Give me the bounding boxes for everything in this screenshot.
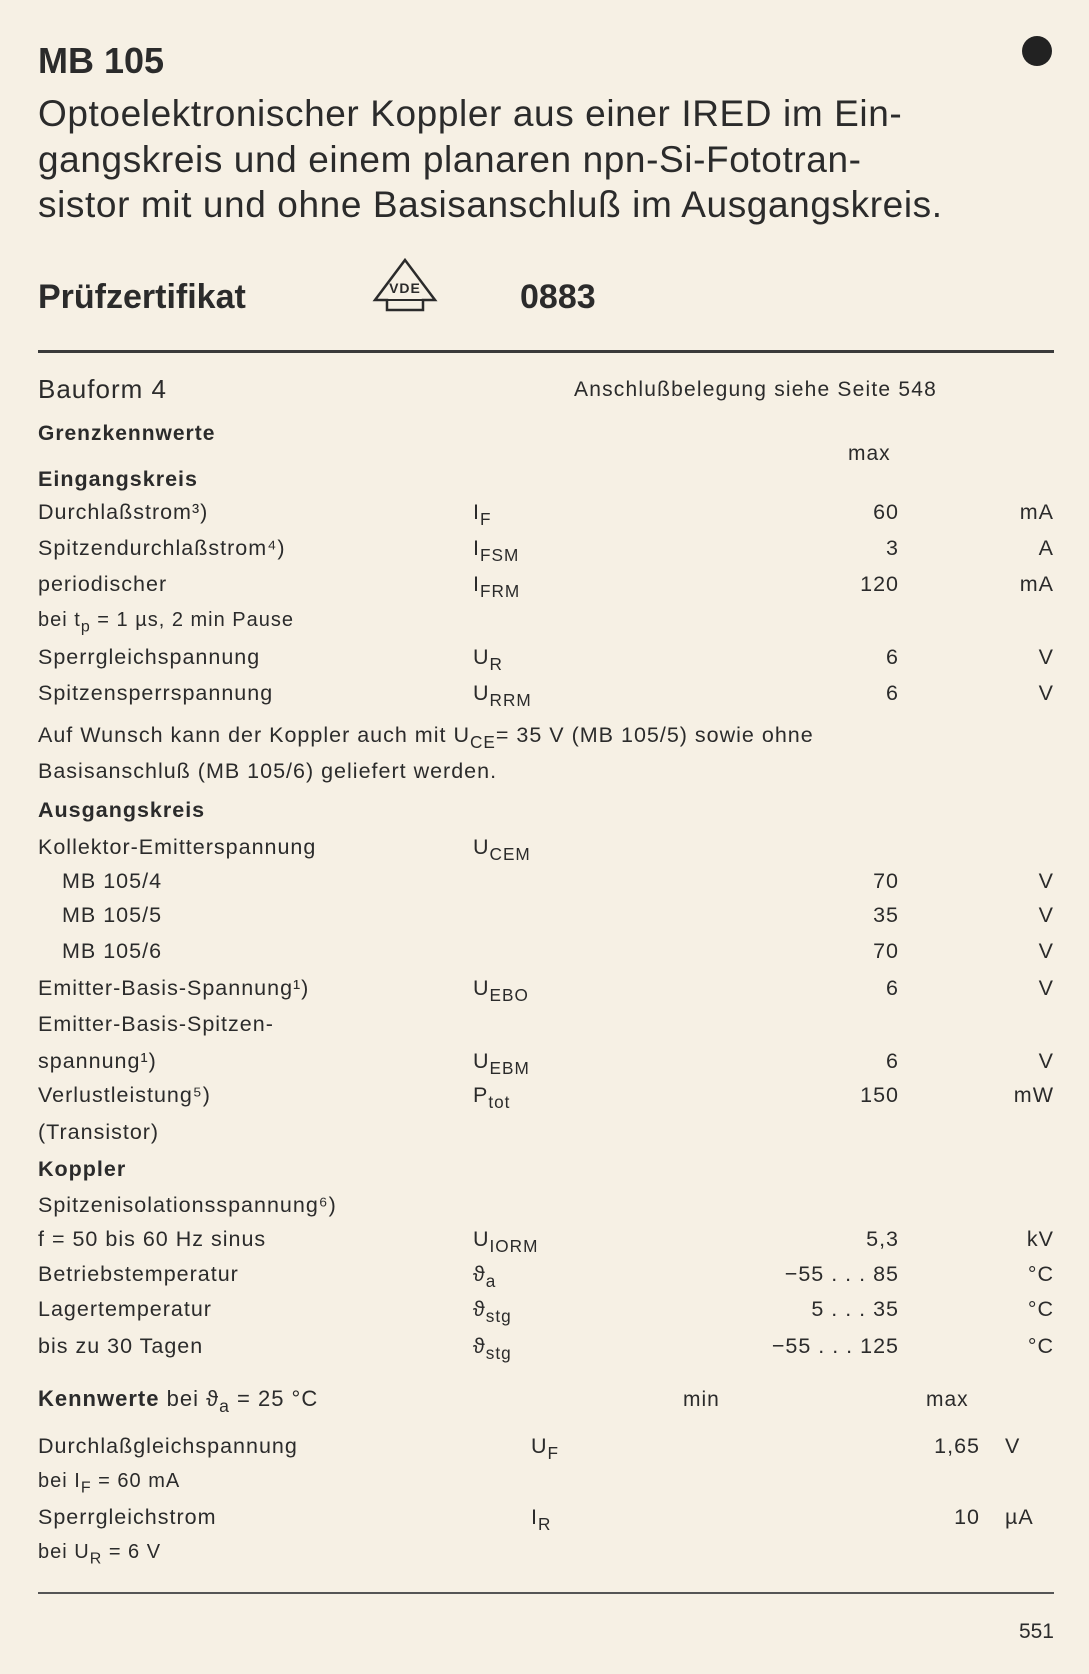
symbol-main: I [473,572,480,596]
symbol-subscript: F [547,1443,560,1464]
row-label-text: Sperrgleichstrom [38,1505,217,1529]
row-label-text: Eingangskreis [38,467,198,491]
row-label-text: periodischer [38,572,168,596]
symbol-main: ϑ [473,1297,486,1321]
symbol [473,1297,512,1327]
table-row [0,1227,1089,1257]
row-label-text: MB 105/5 [62,903,163,927]
symbol-main: I [473,500,480,524]
characteristics-heading-tail: = 25 °C [229,1386,319,1411]
row-label [38,1120,159,1145]
table-row [0,1470,1089,1500]
symbol [473,645,503,675]
page-number: 551 [1018,1620,1054,1643]
top-divider [38,350,1054,353]
table-row [0,1434,1089,1464]
unit: A [1038,536,1054,560]
unit: V [1038,681,1054,705]
symbol-subscript: stg [485,1306,512,1327]
symbol-main: U [473,1227,490,1251]
row-label [38,1334,203,1359]
row-label [62,903,162,928]
table-row [0,645,1089,675]
unit: mW [1013,1083,1054,1107]
unit: µA [1005,1505,1034,1529]
unit: mA [1019,572,1054,596]
value: 6 [886,976,899,1000]
symbol-main: I [473,536,480,560]
symbol-main: U [531,1434,548,1458]
marker-dot-icon [1022,36,1052,66]
row-label [38,759,497,784]
symbol [473,1334,512,1364]
row-label [38,1157,126,1182]
symbol-subscript: F [479,509,492,530]
characteristics-min-header: min [683,1388,720,1411]
symbol-subscript: CEM [489,844,531,865]
row-label-subscript: R [89,1550,103,1568]
unit: V [1038,869,1054,893]
symbol [473,681,532,711]
row-label-subscript: CE [469,732,496,753]
value: 6 [886,681,899,705]
table-row [0,1505,1089,1535]
row-label [38,681,273,706]
row-label-text: MB 105/6 [62,939,163,963]
characteristics-heading-bold: Kennwerte [38,1386,160,1411]
max-value: 1,65 [934,1434,980,1458]
symbol [473,1083,510,1113]
symbol [473,536,519,566]
symbol-subscript: a [485,1271,497,1292]
unit: °C [1027,1334,1054,1358]
symbol-subscript: R [489,654,503,675]
symbol-subscript: EBO [489,985,529,1006]
row-label-text: Emitter-Basis-Spannung¹) [38,976,310,1000]
table-row [0,798,1089,828]
certificate-number: 0883 [520,278,596,316]
value: 70 [873,939,899,963]
value: 70 [873,869,899,893]
characteristics-heading-sub: a [219,1396,230,1417]
row-label [38,1470,180,1498]
row-label-text: Betriebstemperatur [38,1262,239,1286]
symbol [531,1434,559,1464]
table-row [0,1157,1089,1187]
row-label-text: Koppler [38,1157,127,1181]
value: −55 . . . 125 [771,1334,899,1358]
row-label [38,1505,217,1530]
row-label [38,1193,337,1218]
row-label [38,467,198,492]
row-label [38,1541,161,1569]
table-row [0,572,1089,602]
symbol-subscript: FRM [479,581,521,602]
row-label [38,976,309,1001]
value: −55 . . . 85 [784,1262,899,1286]
package-type: Bauform 4 [38,374,167,404]
row-label [38,645,260,670]
bottom-divider [38,1592,1054,1594]
characteristics-heading [38,1386,318,1417]
row-label-rest: = 60 mA [91,1470,181,1492]
limits-max-header: max [848,442,891,465]
unit: °C [1027,1262,1054,1286]
limits-heading: Grenzkennwerte [38,422,216,445]
row-label-text: Spitzenisolationsspannung⁶) [38,1193,337,1217]
symbol-subscript: RRM [489,690,532,711]
value: 35 [873,903,899,927]
symbol-subscript: FSM [479,545,520,566]
table-row [0,1541,1089,1571]
symbol-subscript: stg [485,1343,512,1364]
table-row [0,1297,1089,1327]
unit: V [1005,1434,1021,1458]
row-label-rest: = 1 µs, 2 min Pause [90,609,294,631]
row-label-text: Emitter-Basis-Spitzen- [38,1012,274,1036]
device-title: MB 105 [38,40,165,81]
table-row [0,869,1089,899]
certificate-label: Prüfzertifikat [38,278,246,316]
row-label [38,536,286,561]
symbol [473,835,531,865]
table-row [0,1083,1089,1113]
row-label [38,798,205,823]
row-label-rest: = 35 V (MB 105/5) sowie ohne [495,723,814,747]
table-row [0,1193,1089,1223]
symbol-main: U [473,645,490,669]
table-row [0,1262,1089,1292]
table-row [0,500,1089,530]
table-row [0,903,1089,933]
table-row [0,609,1089,639]
row-label-text: Sperrgleichspannung [38,645,261,669]
row-label [38,1227,266,1252]
row-label-text: MB 105/4 [62,869,163,893]
description-line-2: gangskreis und einem planaren npn-Si-Fototran- [38,139,862,180]
value: 150 [860,1083,899,1107]
characteristics-heading-rest: bei ϑ [159,1386,220,1411]
row-label-text: Durchlaßstrom³) [38,500,209,524]
symbol-subscript: R [537,1514,552,1535]
row-label-text: Ausgangskreis [38,798,206,822]
value: 6 [886,1049,899,1073]
row-label-text: Verlustleistung⁵) [38,1083,211,1107]
row-label [62,939,162,964]
row-label-text: spannung¹) [38,1049,157,1073]
row-label-text: Lagertemperatur [38,1297,212,1321]
unit: V [1038,903,1054,927]
row-label [38,723,814,753]
value: 5,3 [866,1227,899,1251]
row-label-text: bis zu 30 Tagen [38,1334,204,1358]
row-label-text: Basisanschluß (MB 105/6) geliefert werden. [38,759,498,783]
row-label [38,1083,211,1108]
symbol [531,1505,551,1535]
vde-logo-text: VDE [389,280,421,296]
value: 5 . . . 35 [811,1297,899,1321]
max-value: 10 [954,1505,980,1529]
row-label [38,1262,239,1287]
unit: V [1038,645,1054,669]
symbol-subscript: IORM [489,1236,539,1257]
table-row [0,835,1089,865]
unit: V [1038,939,1054,963]
table-row [0,1120,1089,1150]
row-label [38,1049,157,1074]
symbol [473,1049,530,1079]
row-label-text: Spitzendurchlaßstrom⁴) [38,536,286,560]
table-row [0,1334,1089,1364]
table-row [0,939,1089,969]
symbol-main: U [473,835,490,859]
table-row [0,1012,1089,1042]
row-label-text: bei I [38,1470,81,1492]
table-row [0,723,1089,753]
unit: V [1038,976,1054,1000]
row-label [38,835,316,860]
row-label-subscript: p [80,618,91,636]
row-label [38,1012,274,1037]
table-row [0,1049,1089,1079]
row-label-text: (Transistor) [38,1120,160,1144]
symbol-main: U [473,1049,490,1073]
row-label-text: Auf Wunsch kann der Koppler auch mit U [38,723,470,747]
symbol-main: U [473,976,490,1000]
row-label-text: Spitzensperrspannung [38,681,274,705]
row-label [38,1434,298,1459]
unit: °C [1027,1297,1054,1321]
row-label-text: bei t [38,609,81,631]
value: 3 [886,536,899,560]
characteristics-max-header: max [926,1388,969,1411]
vde-logo-icon [365,256,445,324]
description-line-1: Optoelektronischer Koppler aus einer IRED im Ein- [38,93,903,134]
row-label-text: bei U [38,1541,90,1563]
value: 120 [860,572,899,596]
row-label-text: Durchlaßgleichspannung [38,1434,298,1458]
row-label [38,500,208,525]
value: 6 [886,645,899,669]
table-row [0,681,1089,711]
table-row [0,976,1089,1006]
symbol-main: U [473,681,490,705]
table-row [0,467,1089,497]
symbol-main: I [531,1505,538,1529]
row-label-rest: = 6 V [102,1541,162,1563]
pin-reference: Anschlußbelegung siehe Seite 548 [574,378,937,401]
symbol [473,976,529,1006]
row-label-text: Kollektor-Emitterspannung [38,835,317,859]
row-label [38,609,294,637]
symbol-main: ϑ [473,1262,486,1286]
description-line-3: sistor mit und ohne Basisanschluß im Ausgangskreis. [38,184,943,225]
row-label-subscript: F [80,1479,92,1497]
symbol [473,500,491,530]
value: 60 [873,500,899,524]
row-label-text: f = 50 bis 60 Hz sinus [38,1227,267,1251]
unit: kV [1026,1227,1054,1251]
symbol-main: ϑ [473,1334,486,1358]
table-row [0,536,1089,566]
symbol-subscript: EBM [489,1058,530,1079]
symbol [473,572,520,602]
symbol [473,1262,496,1292]
symbol [473,1227,538,1257]
row-label [38,572,167,597]
symbol-subscript: tot [488,1092,511,1113]
unit: V [1038,1049,1054,1073]
row-label [62,869,162,894]
symbol-main: P [473,1083,489,1107]
table-row [0,759,1089,789]
unit: mA [1019,500,1054,524]
row-label [38,1297,212,1322]
